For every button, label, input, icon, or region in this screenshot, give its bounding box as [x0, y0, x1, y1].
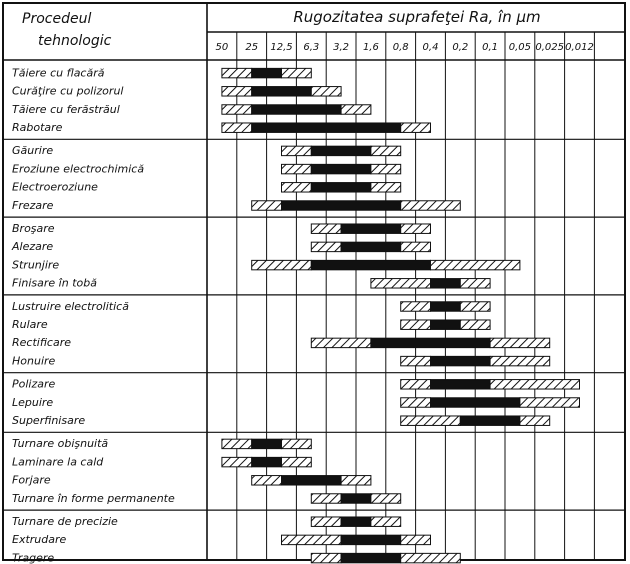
process-label: Lepuire [12, 395, 54, 409]
occasional-range-bar [341, 105, 371, 114]
occasional-range-bar [222, 439, 252, 448]
ra-column-label: 0,4 [422, 42, 439, 53]
ra-column-label: 0,8 [392, 42, 409, 53]
ra-column-label: 0,012 [565, 42, 594, 53]
ra-column-labels [216, 42, 594, 53]
usual-range-bar [341, 553, 401, 562]
occasional-range-bar [282, 146, 312, 155]
occasional-range-bar [311, 494, 341, 503]
occasional-range-bar [371, 279, 431, 288]
ra-column-label: 6,3 [303, 42, 320, 53]
occasional-range-bar [371, 494, 401, 503]
process-label: Extrudare [12, 533, 67, 547]
occasional-range-bar [252, 476, 282, 485]
usual-range-bar [341, 242, 401, 251]
usual-range-bar [431, 279, 461, 288]
usual-range-bar [311, 183, 371, 192]
occasional-range-bar [401, 356, 431, 365]
occasional-range-bar [371, 146, 401, 155]
occasional-range-bar [490, 380, 579, 389]
occasional-range-bar [311, 517, 341, 526]
occasional-range-bar [311, 87, 341, 96]
occasional-range-bar [401, 553, 461, 562]
usual-range-bar [311, 146, 371, 155]
ra-column-label: 0,1 [482, 42, 499, 53]
process-label: Laminare la cald [12, 455, 104, 469]
usual-range-bar [282, 201, 401, 210]
usual-range-bar [371, 338, 490, 347]
occasional-range-bar [252, 201, 282, 210]
occasional-range-bar [520, 416, 550, 425]
occasional-range-bar [401, 123, 431, 132]
ra-column-label: 25 [245, 42, 259, 53]
usual-range-bar [252, 105, 341, 114]
occasional-range-bar [460, 320, 490, 329]
usual-range-bar [311, 164, 371, 173]
process-label: Electroeroziune [12, 180, 98, 194]
usual-range-bar [252, 68, 282, 77]
usual-range-bar [252, 123, 401, 132]
occasional-range-bar [401, 416, 461, 425]
row-header-line2: tehnologic [38, 33, 112, 49]
chart-title: Rugozitatea suprafeţei Ra, în µm [293, 8, 541, 26]
occasional-range-bar [222, 68, 252, 77]
usual-range-bar [460, 416, 520, 425]
ra-column-label: 0,025 [535, 42, 565, 53]
occasional-range-bar [282, 164, 312, 173]
process-label: Turnare obişnuită [12, 437, 109, 451]
ra-column-label: 1,6 [362, 42, 379, 53]
occasional-range-bar [282, 457, 312, 466]
process-label: Finisare în tobă [12, 276, 97, 290]
occasional-range-bar [371, 183, 401, 192]
process-label: Rectificare [12, 336, 72, 350]
occasional-range-bar [401, 398, 431, 407]
occasional-range-bar [490, 356, 550, 365]
occasional-range-bar [311, 338, 371, 347]
occasional-range-bar [460, 302, 490, 311]
occasional-range-bar [401, 535, 431, 544]
occasional-range-bar [490, 338, 550, 347]
occasional-range-bar [401, 224, 431, 233]
occasional-range-bar [371, 517, 401, 526]
usual-range-bar [431, 320, 461, 329]
usual-range-bar [341, 517, 371, 526]
occasional-range-bar [431, 260, 520, 269]
occasional-range-bar [401, 201, 461, 210]
usual-range-bar [252, 439, 282, 448]
occasional-range-bar [222, 457, 252, 466]
occasional-range-bar [282, 68, 312, 77]
ra-column-label: 12,5 [270, 42, 293, 53]
occasional-range-bar [401, 302, 431, 311]
usual-range-bar [252, 87, 312, 96]
process-label: Strunjire [12, 258, 60, 272]
process-label: Tăiere cu flacără [12, 66, 105, 80]
process-label: Honuire [12, 354, 56, 368]
usual-range-bar [341, 535, 401, 544]
process-label: Găurire [12, 144, 54, 158]
ra-column-label: 3,2 [333, 42, 350, 53]
process-label: Turnare de precizie [12, 514, 118, 528]
process-label: Turnare în forme permanente [12, 491, 175, 505]
process-label: Forjare [12, 473, 51, 487]
occasional-range-bar [460, 279, 490, 288]
process-label: Frezare [12, 198, 54, 212]
usual-range-bar [431, 356, 491, 365]
usual-range-bar [341, 224, 401, 233]
process-label: Rabotare [12, 120, 63, 134]
ra-column-label: 0,05 [508, 42, 532, 53]
process-label: Rulare [12, 317, 48, 331]
occasional-range-bar [341, 476, 371, 485]
usual-range-bar [431, 302, 461, 311]
occasional-range-bar [311, 553, 341, 562]
occasional-range-bar [371, 164, 401, 173]
usual-range-bar [431, 380, 491, 389]
usual-range-bar [431, 398, 520, 407]
occasional-range-bar [252, 260, 312, 269]
occasional-range-bar [401, 380, 431, 389]
occasional-range-bar [282, 183, 312, 192]
occasional-range-bar [282, 535, 342, 544]
occasional-range-bar [222, 105, 252, 114]
occasional-range-bar [222, 87, 252, 96]
usual-range-bar [282, 476, 342, 485]
process-label: Curăţire cu polizorul [12, 84, 124, 98]
occasional-range-bar [311, 224, 341, 233]
ra-column-label: 0,2 [452, 42, 469, 53]
occasional-range-bar [401, 320, 431, 329]
occasional-range-bar [401, 242, 431, 251]
occasional-range-bar [520, 398, 580, 407]
occasional-range-bar [311, 242, 341, 251]
row-header-line1: Procedeul [22, 11, 92, 27]
process-label: Tragere [12, 551, 55, 564]
process-label: Eroziune electrochimică [12, 162, 145, 176]
process-label: Alezare [12, 240, 54, 254]
occasional-range-bar [282, 439, 312, 448]
process-label: Superfinisare [12, 413, 86, 427]
usual-range-bar [311, 260, 430, 269]
ra-column-label: 50 [215, 42, 229, 53]
process-label: Broşare [12, 221, 55, 235]
process-label: Tăiere cu ferăstrăul [12, 102, 120, 116]
usual-range-bar [252, 457, 282, 466]
occasional-range-bar [222, 123, 252, 132]
process-label: Polizare [12, 377, 56, 391]
process-label: Lustruire electrolitică [12, 299, 129, 313]
usual-range-bar [341, 494, 371, 503]
